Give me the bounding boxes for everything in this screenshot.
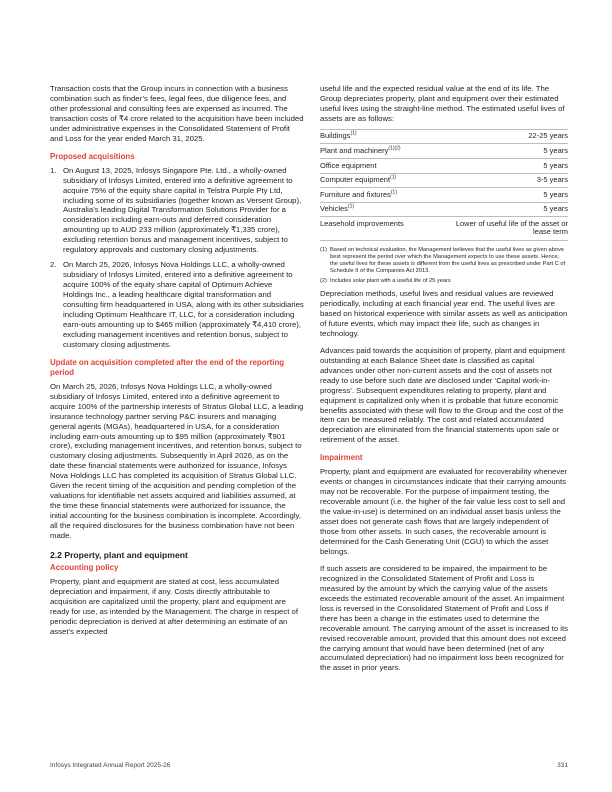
list-item-text: On March 25, 2026, Infosys Nova Holdings LLC, a wholly-owned subsidiary of Infosys Limited, entered into a definitive agreement to acquire 100% of the equity share capital of Optimum Achieve Holdings Inc., a leading healthcare digital transformation and consulting firm headquartered in USA, along with its other subsidiaries including Optimum Healthcare IT, LLC, for a consideration including earn-outs amounting up to $465 million (approximately ₹4,410 crore), excluding management incentives and retention bonus, subject to customary closing adjustments. <box>63 260 304 349</box>
impairment-paragraph-1: Property, plant and equipment are evaluated for recoverability whenever events or changes in circumstances indicate that their carrying amounts may not be recoverable. For the purpose of impairment testing, the recoverable amount (i.e. the higher of the fair value less cost to sell and the value-in-use) is determined on an individual asset basis unless the asset does not generate cash flows that are largely independent of those from other assets. In such cases, the recoverable amount is determined for the Cash Generating Unit (CGU) to which the asset belongs. <box>320 467 568 556</box>
table-footnotes <box>320 247 568 285</box>
table-row <box>320 188 568 203</box>
asset-cell <box>320 129 438 144</box>
table-row <box>320 217 568 240</box>
table-row <box>320 173 568 188</box>
footnote-ref: (1) <box>350 130 357 137</box>
asset-name: Computer equipment <box>320 175 391 185</box>
page-number: 331 <box>557 762 568 769</box>
asset-cell <box>320 173 438 188</box>
footer-report-title: Infosys Integrated Annual Report 2025-26 <box>50 762 171 769</box>
list-number: 1. <box>50 165 57 175</box>
footnote <box>320 247 568 276</box>
depreciation-methods-paragraph: Depreciation methods, useful lives and residual values are reviewed periodically, including at each financial year end. The useful lives are based on historical experience with similar assets as well as anticipation of future events, which may impact their life, such as changes in technology. <box>320 289 568 338</box>
footnote <box>320 278 568 285</box>
life-cell: 5 years <box>438 202 568 217</box>
life-cell: Lower of useful life of the asset or lease term <box>438 217 568 240</box>
asset-name: Buildings <box>320 131 351 141</box>
asset-cell <box>320 159 438 174</box>
life-cell: 3-5 years <box>438 173 568 188</box>
footnote-label: (2) <box>320 277 327 284</box>
useful-lives-table <box>320 129 568 241</box>
list-item-text: On August 13, 2025, Infosys Singapore Pte. Ltd., a wholly-owned subsidiary of Infosys Limited, entered into a definitive agreement to acquire 75% of the equity share capital in Telstra Purple Pty Ltd, including some of its subsidiaries (together known as Versent Group), Australia’s leading Digital Transformation Solutions Provider for a consideration including earn-outs and deferred consideration amounting up to AUD 233 million (approximately ₹1,335 crore), excluding retention bonus and management incentives, subject to regulatory approvals and customary closing adjustments. <box>63 165 302 255</box>
footnote-text: Includes solar plant with a useful life of 25 years <box>330 277 451 284</box>
impairment-heading: Impairment <box>320 453 363 463</box>
asset-name: Leasehold improvements <box>320 218 404 228</box>
section-heading-ppe: 2.2 Property, plant and equipment <box>50 549 188 560</box>
life-cell: 5 years <box>438 144 568 159</box>
life-cell: 5 years <box>438 188 568 203</box>
footnote-label: (1) <box>320 246 327 253</box>
asset-name: Office equipment <box>320 160 377 170</box>
asset-name: Plant and machinery <box>320 145 389 155</box>
asset-name: Furniture and fixtures <box>320 189 391 199</box>
table-row <box>320 129 568 144</box>
list-number: 2. <box>50 260 57 270</box>
impairment-paragraph-2: If such assets are considered to be impaired, the impairment to be recognized in the Consolidated Statement of Profit and Loss is measured by the amount by which the carrying value of the assets exceeds the estimated recoverable amount of the asset. An impairment loss is reversed in the Consolidated Statement of Profit and Loss if there has been a change in the estimates used to determine the recoverable amount. The carrying amount of the asset is increased to its revised recoverable amount, provided that this amount does not exceed the carrying amount that would have been determined (net of any accumulated depreciation) had no impairment loss been recognized for the asset in prior years. <box>320 563 568 673</box>
table-row <box>320 202 568 217</box>
update-acquisition-paragraph: On March 25, 2026, Infosys Nova Holdings LLC, a wholly-owned subsidiary of Infosys Limited, entered into a definitive agreement to acquire 100% of the partnership interests of Stratus Global LLC, a leading insurance technology partner serving P&C insurers and managing general agents (MGAs), headquartered in USA, for a consideration including earn-outs amounting up to $95 million (approximately ₹901 crore), excluding management incentives, and retention bonus, subject to customary closing adjustments. Subsequently in April 2026, as on the date these financial statements were authorized for issuance, Infosys Nova Holdings LLC has completed its acquisition of Stratus Global LLC. Given the recent timing of the acquisition and pending completion of the valuations for identifiable net assets acquired and liabilities assumed, at the time these financial statements were authorized for issuance, the initial accounting for the business combination is incomplete. Accordingly, all the required disclosures for the business combination have not been made. <box>50 381 304 541</box>
footnote-ref: (1) <box>390 174 397 181</box>
capital-advances-paragraph: Advances paid towards the acquisition of property, plant and equipment outstanding at each Balance Sheet date is classified as capital advances under other non-current assets and the cost of assets not ready to use before such date are disclosed under ‘Capital work-in-progress’. Subsequent expenditures relating to property, plant and equipment is capitalized only when it is probable that future economic benefits associated with these will flow to the Group and the cost of the item can be measured reliably. The cost and related accumulated depreciation are eliminated from the financial statements upon sale or retirement of the asset. <box>320 345 565 445</box>
left-column <box>50 84 304 644</box>
list-item <box>50 260 304 350</box>
asset-cell <box>320 144 438 159</box>
footnote-ref: (1) <box>390 189 397 196</box>
footnote-text: Based on technical evaluation, the Management believes that the useful lives as given above best represent the period over which the Management expects to use these assets. Hence, the useful lives for these assets is different from the useful lives as prescribed under Part C of Schedule II of the Companies Act 2013. <box>330 246 566 275</box>
asset-name: Vehicles <box>320 204 348 214</box>
proposed-acquisitions-list <box>50 166 304 350</box>
life-cell: 5 years <box>438 159 568 174</box>
life-cell: 22-25 years <box>438 129 568 144</box>
right-column <box>320 84 568 680</box>
footnote-ref: (1)(2) <box>388 145 401 152</box>
list-item <box>50 166 304 256</box>
useful-life-intro-paragraph: useful life and the expected residual value at the end of its life. The Group depreciates property, plant and equipment over their estimated useful lives using the straight-line method. The estimated useful lives of assets are as follows: <box>320 84 565 123</box>
proposed-acquisitions-heading: Proposed acquisitions <box>50 151 135 161</box>
table-row <box>320 159 568 174</box>
accounting-policy-paragraph: Property, plant and equipment are stated at cost, less accumulated depreciation and impairment, if any. Costs directly attributable to acquisition are capitalized until the property, plant and equipment are ready for use, as intended by the Management. The charge in respect of periodic depreciation is derived at after determining an estimate of an asset’s expected <box>50 576 299 636</box>
footnote-ref: (1) <box>347 203 355 210</box>
accounting-policy-heading: Accounting policy <box>50 562 119 572</box>
asset-cell <box>320 202 438 217</box>
asset-cell <box>320 217 438 240</box>
update-acquisition-heading: Update on acquisition completed after the end of the reporting period <box>50 357 285 377</box>
asset-cell <box>320 188 438 203</box>
table-row <box>320 144 568 159</box>
transaction-costs-paragraph: Transaction costs that the Group incurs in connection with a business combination such as finder’s fees, legal fees, due diligence fees, and other professional and consulting fees are expensed as incurred. The transaction costs of ₹4 crore related to the acquisition have been included under administrative expenses in the Consolidated Statement of Profit and Loss for the year ended March 31, 2025. <box>50 84 304 143</box>
